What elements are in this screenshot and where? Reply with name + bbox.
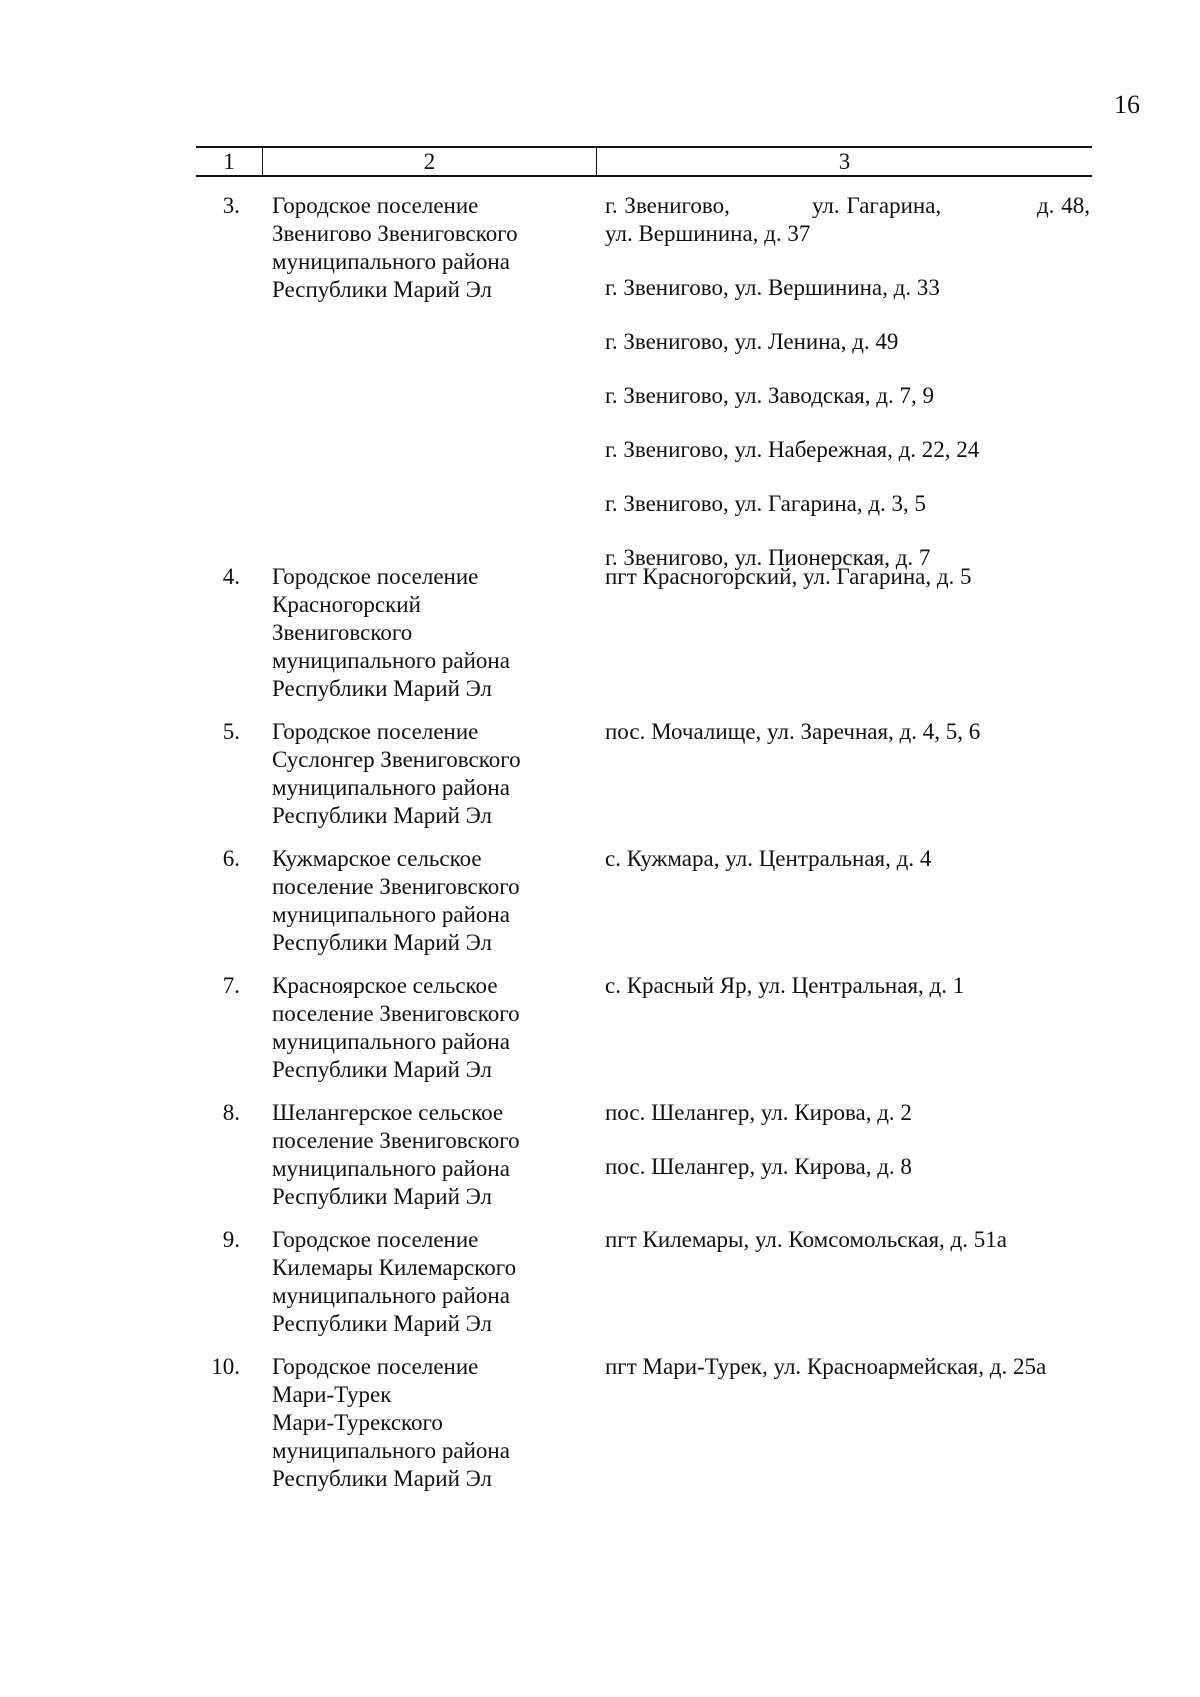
- address-list: [605, 1099, 1090, 1207]
- address-list: [605, 563, 1090, 617]
- row-number: 7.: [222, 973, 240, 998]
- header-cell-2: 2: [423, 149, 436, 174]
- address-item: пгт Мари-Турек, ул. Красноармейская, д. 25а: [605, 1354, 1047, 1379]
- row-number: 10.: [211, 1354, 240, 1379]
- address-item: г. Звенигово, ул. Заводская, д. 7, 9: [605, 383, 934, 408]
- address-item: с. Кужмара, ул. Центральная, д. 4: [605, 846, 932, 871]
- address-list: [605, 718, 1090, 772]
- address-list: [605, 845, 1090, 899]
- address-list: [605, 1226, 1090, 1280]
- address-list: [605, 1353, 1090, 1407]
- address-item: пос. Шелангер, ул. Кирова, д. 8: [605, 1154, 912, 1179]
- address-item: г. Звенигово, ул. Гагарина, д. 48, ул. Вершинина, д. 37: [605, 193, 1090, 246]
- address-item: г. Звенигово, ул. Набережная, д. 22, 24: [605, 437, 980, 462]
- settlement-name: Городское поселение Килемары Килемарского муниципального района Республики Марий Эл: [272, 1227, 517, 1336]
- address-item: г. Звенигово, ул. Вершинина, д. 33: [605, 275, 940, 300]
- address-item: г. Звенигово, ул. Пионерская, д. 7: [605, 545, 931, 570]
- address-item: пгт Красногорский, ул. Гагарина, д. 5: [605, 564, 972, 589]
- address-list: [605, 972, 1090, 1026]
- row-number: 4.: [222, 564, 240, 589]
- settlement-name: Красноярское сельское поселение Звениговского муниципального района Республики Марий Эл: [272, 973, 520, 1082]
- row-number: 5.: [222, 719, 240, 744]
- row-number: 9.: [222, 1227, 240, 1252]
- page-number: 16: [1114, 90, 1140, 119]
- address-item: пос. Мочалище, ул. Заречная, д. 4, 5, 6: [605, 719, 981, 744]
- header-cell-3: 3: [838, 149, 851, 174]
- address-list: [605, 192, 1090, 598]
- settlement-name: Городское поселение Мари-Турек Мари-Турекского муниципального района Республики Марий Эл: [272, 1354, 510, 1491]
- address-item: пгт Килемары, ул. Комсомольская, д. 51а: [605, 1227, 1007, 1252]
- settlement-name: Городское поселение Красногорский Звениговского муниципального района Республики Марий Эл: [272, 564, 510, 701]
- row-number: 8.: [222, 1100, 240, 1125]
- address-item: г. Звенигово, ул. Гагарина, д. 3, 5: [605, 491, 927, 516]
- address-item: с. Красный Яр, ул. Центральная, д. 1: [605, 973, 965, 998]
- settlement-name: Городское поселение Звенигово Звениговского муниципального района Республики Марий Эл: [272, 193, 518, 302]
- header-cell-1: 1: [223, 149, 235, 174]
- address-item: пос. Шелангер, ул. Кирова, д. 2: [605, 1100, 912, 1125]
- settlement-name: Кужмарское сельское поселение Звениговского муниципального района Республики Марий Эл: [272, 846, 520, 955]
- settlement-name: Шелангерское сельское поселение Звениговского муниципального района Республики Марий Эл: [272, 1100, 520, 1209]
- address-item: г. Звенигово, ул. Ленина, д. 49: [605, 329, 899, 354]
- row-number: 6.: [222, 846, 240, 871]
- row-number: 3.: [222, 193, 240, 218]
- settlement-name: Городское поселение Суслонгер Звениговского муниципального района Республики Марий Эл: [272, 719, 521, 828]
